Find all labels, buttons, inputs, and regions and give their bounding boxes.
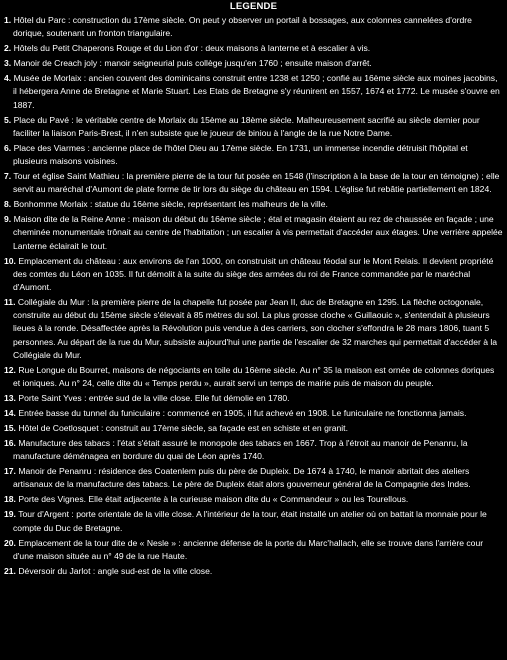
legend-item-number: 3. (4, 58, 12, 69)
legend-item-text: Hôtels du Petit Chaperons Rouge et du Lion d'or : deux maisons à lanterne et à escalier à vis. (13, 43, 371, 54)
legend-item (4, 57, 503, 70)
legend-item-number: 13. (4, 393, 16, 404)
legend-item-number: 6. (4, 142, 12, 153)
legend-item (4, 437, 503, 463)
legend-item-text: Tour d'Argent : porte orientale de la ville close. A l'intérieur de la tour, était installé un atelier où on battait la monnaie pour le compte du Duc de Bretagne. (13, 509, 487, 533)
legend-item-text: Manoir de Creach joly : manoir seigneurial puis collège jusqu'en 1760 ; ensuite maison d'arrêt. (13, 58, 372, 69)
legend-item-text: Porte Saint Yves : entrée sud de la ville close. Elle fut démolie en 1780. (18, 393, 290, 404)
legend-item-number: 10. (4, 255, 16, 266)
legend-item-number: 11. (4, 297, 16, 308)
legend-title: LEGENDE (229, 1, 278, 12)
legend-item (4, 42, 503, 55)
legend-item-text: Hôtel de Coetlosquet : construit au 17ème siècle, sa façade est en schiste et en granit. (18, 423, 348, 434)
legend-item-number: 15. (4, 423, 16, 434)
legend-item-text: Porte des Vignes. Elle était adjacente à la curieuse maison dite du « Commandeur » ou les Tourellous. (18, 494, 409, 505)
legend-item (4, 142, 503, 168)
legend-item-text: Entrée basse du tunnel du funiculaire : commencé en 1905, il fut achevé en 1908. Le funiculaire ne fonctionna jamais. (18, 408, 467, 419)
legend-item (4, 493, 503, 506)
legend-item-text: Rue Longue du Bourret, maisons de négociants en toile du 16ème siècle. Au n° 35 la maison est ornée de colonnes doriques et ioniques. Au n° 24, celle dite du « Temps perdu », aurait servi un temps de mairie puis de maison du peuple. (13, 364, 495, 389)
legend-item (4, 213, 503, 253)
legend-item (4, 422, 503, 435)
legend-item (4, 114, 503, 140)
legend-item (4, 255, 503, 295)
legend-item-text: Manoir de Penanru : résidence des Coatenlem puis du père de Dupleix. De 1674 à 1740, le manoir abritait des ateliers artisanaux de la manufacture des tabacs. Le père de Dupleix était alors gouverneur général de la Compagnie des Indes. (13, 466, 471, 490)
legend-item-text: Collégiale du Mur : la première pierre de la chapelle fut posée par Jean II, duc de Bretagne en 1295. La flèche octogonale, construite au début du 15ème siècle s'élevait à 85 mètres du sol. La plus grosse cloche « Guillaouic », s'entendait à plusieurs lieues à la ronde. Désaffectée après la Révolution puis vendue à des carriers, son clocher s'effondra le 28 mars 1806, tuant 5 personnes. Au départ de la rue du Mur, subsiste aujourd'hui une partie de l'escalier de 32 marches qui permettait d'accéder à la Collégiale du Mur. (13, 297, 498, 360)
legend-item-number: 17. (4, 466, 16, 477)
legend-item (4, 170, 503, 196)
legend-item-text: Hôtel du Parc : construction du 17ème siècle. On peut y observer un portail à bossages, aux colonnes cannelées d'ordre dorique, soutenant un fronton triangulaire. (13, 15, 472, 39)
legend-item (4, 465, 503, 491)
legend-item-text: Déversoir du Jarlot : angle sud-est de la ville close. (18, 565, 213, 576)
legend-item-text: Emplacement du château : aux environs de l'an 1000, on construisit un château féodal sur le Mont Relais. Il devient propriété des comtes du Léon en 1035. Il fut démolit à la suite du siège des armées du roi de France commandée par le maréchal d'Aumont. (13, 255, 494, 293)
legend-item (4, 392, 503, 405)
legend-item-number: 4. (4, 73, 12, 84)
legend-item-text: Place du Pavé : le véritable centre de Morlaix du 15ème au 18ème siècle. Malheureusement sacrifié au siècle dernier pour faciliter la liaison Paris-Brest, il n'en subsiste que le joueur de biniou à l'angle de la rue Notre Dame. (13, 114, 480, 138)
legend-item-number: 9. (4, 214, 12, 225)
legend-item-number: 1. (4, 15, 12, 25)
legend-item-number: 20. (4, 537, 16, 548)
legend-item-number: 8. (4, 199, 12, 210)
legend-item (4, 14, 503, 40)
legend-item-text: Maison dite de la Reine Anne : maison du début du 16ème siècle ; étal et magasin étaient au rez de chaussée en façade ; une cheminée monumentale trônait au centre de l'habitation ; un escalier à vis permettait d'accéder aux étages. Une verrière appelée Lanterne éclairait le tout. (13, 214, 503, 251)
legend-item-number: 16. (4, 438, 16, 449)
legend-item-text: Tour et église Saint Mathieu : la première pierre de la tour fut posée en 1548 (l'inscription à la base de la tour en témoigne) ; elle servit au maréchal d'Aumont de plate forme de tir lors du siège du château en 1594. L'église fut rebâtie partiellement en 1824. (13, 171, 500, 195)
legend-item (4, 508, 503, 534)
legend-item-text: Musée de Morlaix : ancien couvent des dominicains construit entre 1238 et 1250 ; confié au 16ème siècle aux moines jacobins, il hébergera Anne de Bretagne et Marie Stuart. Les Etats de Bretagne s'y réunirent en 1557, 1674 et 1772. Le musée s'ouvre en 1887. (13, 73, 500, 110)
legend-item (4, 407, 503, 420)
legend-item-number: 2. (4, 43, 12, 54)
legend-item (4, 296, 503, 362)
legend-item (4, 72, 503, 112)
legend-item (4, 565, 503, 578)
legend-item-text: Manufacture des tabacs : l'état s'était assuré le monopole des tabacs en 1667. Trop à l'étroit au manoir de Penanru, la manufacture déménagea en bordure du quai de Léon après 1740. (13, 438, 468, 462)
legend-item-text: Emplacement de la tour dite de « Nesle » : ancienne défense de la porte du Marc'hallach, elle se trouve dans l'arrière cour d'une maison située au n° 49 de la rue Haute. (13, 537, 484, 561)
legend-item-text: Place des Viarmes : ancienne place de l'hôtel Dieu au 17ème siècle. En 1731, un immense incendie détruisit l'hôpital et plusieurs maisons voisines. (13, 142, 468, 167)
legend-item-number: 21. (4, 565, 16, 576)
legend-item-number: 5. (4, 114, 12, 125)
legend-item-number: 18. (4, 494, 16, 505)
legend-item (4, 537, 503, 563)
legend-item-number: 14. (4, 408, 16, 419)
legend-item-number: 19. (4, 509, 16, 520)
legend-item-text: Bonhomme Morlaix : statue du 16ème siècle, représentant les malheurs de la ville. (13, 199, 328, 210)
legend-list (4, 14, 503, 578)
legend-item (4, 198, 503, 211)
legend-item (4, 364, 503, 390)
legend-item-number: 12. (4, 364, 16, 375)
legend-item-number: 7. (4, 171, 12, 182)
